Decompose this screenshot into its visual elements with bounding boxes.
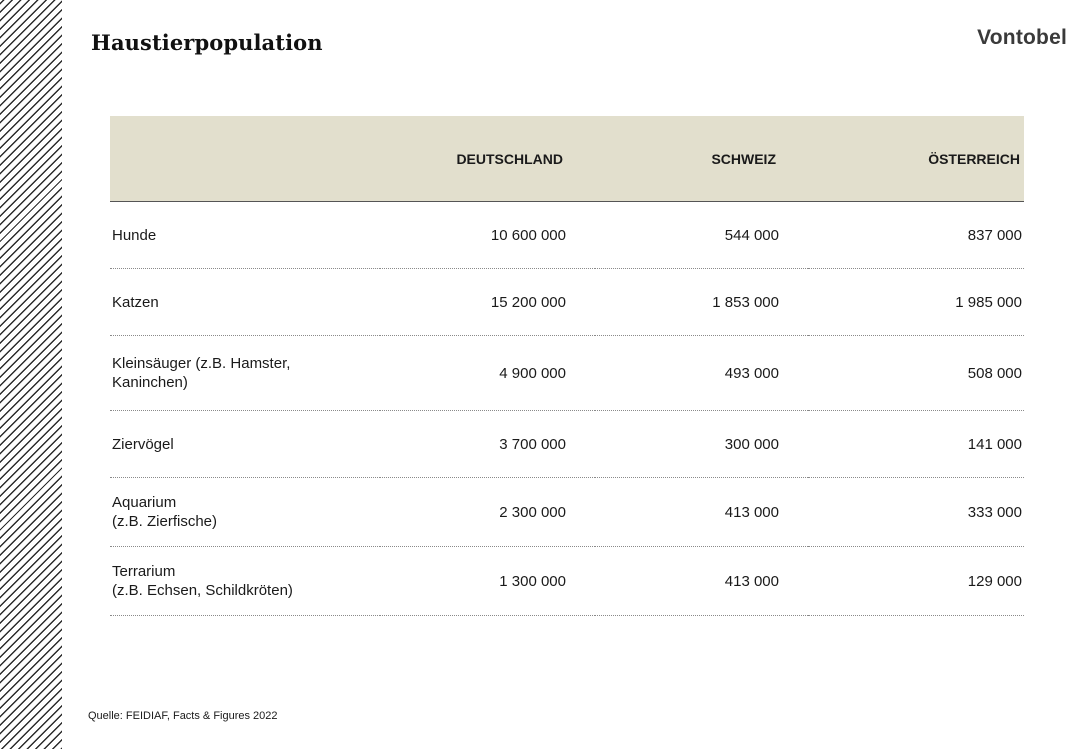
- pet-population-table: [110, 116, 1024, 616]
- value-schweiz: 493 000: [595, 336, 808, 411]
- value-schweiz: 413 000: [595, 478, 808, 547]
- table-row: [110, 411, 1024, 478]
- table-row: [110, 269, 1024, 336]
- value-oesterreich: 1 985 000: [808, 269, 1024, 336]
- row-label-line: Kleinsäuger (z.B. Hamster,: [112, 355, 291, 372]
- table-row: [110, 202, 1024, 269]
- value-oesterreich: 129 000: [808, 547, 1024, 616]
- value-schweiz: 413 000: [595, 547, 808, 616]
- hatched-margin: [0, 0, 62, 749]
- value-deutschland: 2 300 000: [380, 478, 595, 547]
- table-row: [110, 336, 1024, 411]
- value-deutschland: 4 900 000: [380, 336, 595, 411]
- table-row: [110, 547, 1024, 616]
- value-deutschland: 15 200 000: [380, 269, 595, 336]
- row-label-line: (z.B. Echsen, Schildkröten): [112, 582, 293, 599]
- row-label-line: Hunde: [112, 226, 157, 244]
- value-deutschland: 10 600 000: [380, 202, 595, 269]
- row-label: [110, 202, 380, 269]
- row-label: [110, 411, 380, 478]
- row-label-line: Katzen: [112, 293, 159, 311]
- row-label-line: (z.B. Zierfische): [112, 513, 218, 530]
- header-deutschland: DEUTSCHLAND: [380, 116, 595, 202]
- value-schweiz: 544 000: [595, 202, 808, 269]
- table-row: [110, 478, 1024, 547]
- vontobel-logo: Vontobel: [977, 26, 1067, 49]
- row-label: [110, 336, 380, 411]
- source-note: Quelle: FEIDIAF, Facts & Figures 2022: [88, 710, 278, 722]
- slide: [62, 0, 1087, 749]
- value-schweiz: 1 853 000: [595, 269, 808, 336]
- row-label-line: Terrarium: [112, 563, 176, 580]
- slide-title: Haustierpopulation: [91, 30, 323, 55]
- value-oesterreich: 141 000: [808, 411, 1024, 478]
- header-category: [110, 116, 380, 202]
- row-label: [110, 547, 380, 616]
- value-oesterreich: 333 000: [808, 478, 1024, 547]
- value-deutschland: 3 700 000: [380, 411, 595, 478]
- table-body: [110, 202, 1024, 616]
- table-header: [110, 116, 1024, 202]
- row-label-line: Kaninchen): [112, 374, 188, 391]
- header-oesterreich: ÖSTERREICH: [808, 116, 1024, 202]
- value-oesterreich: 837 000: [808, 202, 1024, 269]
- value-deutschland: 1 300 000: [380, 547, 595, 616]
- row-label: [110, 269, 380, 336]
- row-label-line: Aquarium: [112, 494, 177, 511]
- value-oesterreich: 508 000: [808, 336, 1024, 411]
- header-schweiz: SCHWEIZ: [595, 116, 808, 202]
- value-schweiz: 300 000: [595, 411, 808, 478]
- row-label-line: Ziervögel: [112, 435, 174, 453]
- header-row: [110, 116, 1024, 202]
- row-label: [110, 478, 380, 547]
